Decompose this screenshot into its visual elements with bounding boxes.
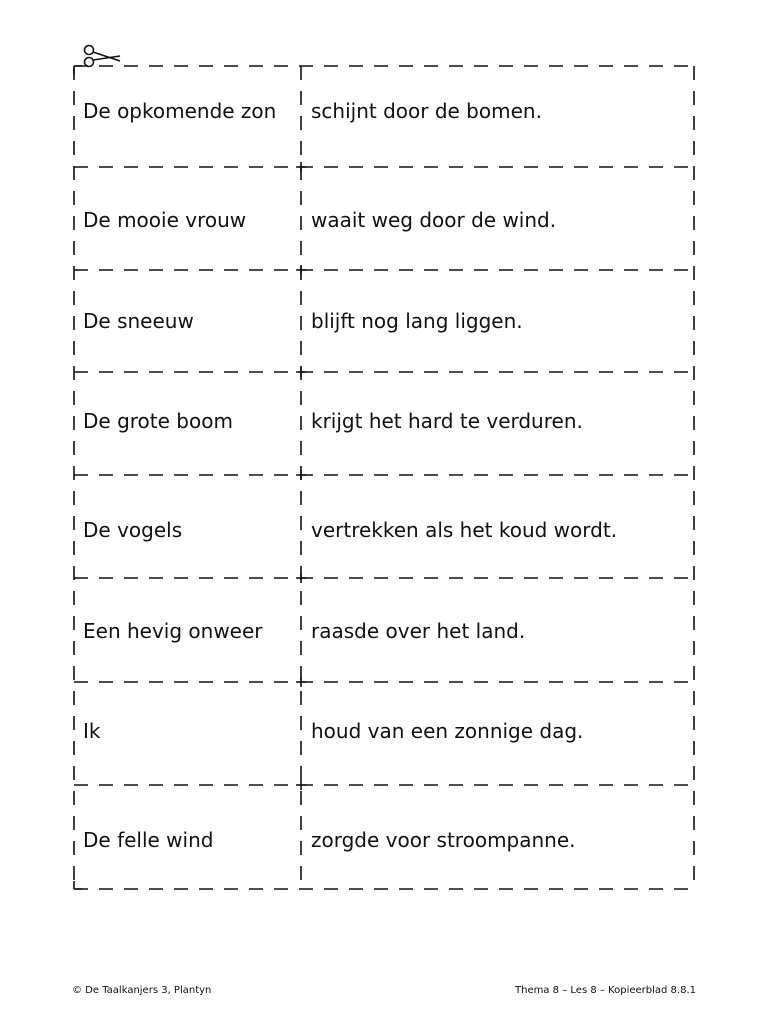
cross-mark — [296, 367, 306, 377]
card-subject: De grote boom — [83, 409, 233, 433]
card-subject: De felle wind — [83, 828, 214, 852]
card-predicate: waait weg door de wind. — [311, 208, 557, 232]
cross-mark — [296, 265, 306, 275]
card-subject: Een hevig onweer — [83, 619, 263, 643]
card-predicate: raasde over het land. — [311, 619, 526, 643]
cross-mark — [296, 780, 306, 790]
card-predicate: houd van een zonnige dag. — [311, 719, 584, 743]
card-predicate: krijgt het hard te verduren. — [311, 409, 583, 433]
cross-mark — [296, 573, 306, 583]
card-predicate: zorgde voor stroompanne. — [311, 828, 576, 852]
card-subject: De mooie vrouw — [83, 208, 247, 232]
cross-mark — [296, 162, 306, 172]
footer-copyright: © De Taalkanjers 3, Plantyn — [72, 985, 212, 996]
card-subject: De sneeuw — [83, 309, 194, 333]
card-subject: Ik — [83, 719, 101, 743]
card-subject: De opkomende zon — [83, 99, 277, 123]
card-predicate: vertrekken als het koud wordt. — [311, 518, 618, 542]
card-predicate: schijnt door de bomen. — [311, 99, 542, 123]
cross-mark — [296, 677, 306, 687]
card-subject: De vogels — [83, 518, 183, 542]
card-predicate: blijft nog lang liggen. — [311, 309, 523, 333]
footer-reference: Thema 8 – Les 8 – Kopieerblad 8.8.1 — [515, 985, 696, 996]
scissors-icon — [80, 42, 122, 70]
cross-mark — [296, 470, 306, 480]
corner-mark — [74, 881, 82, 889]
